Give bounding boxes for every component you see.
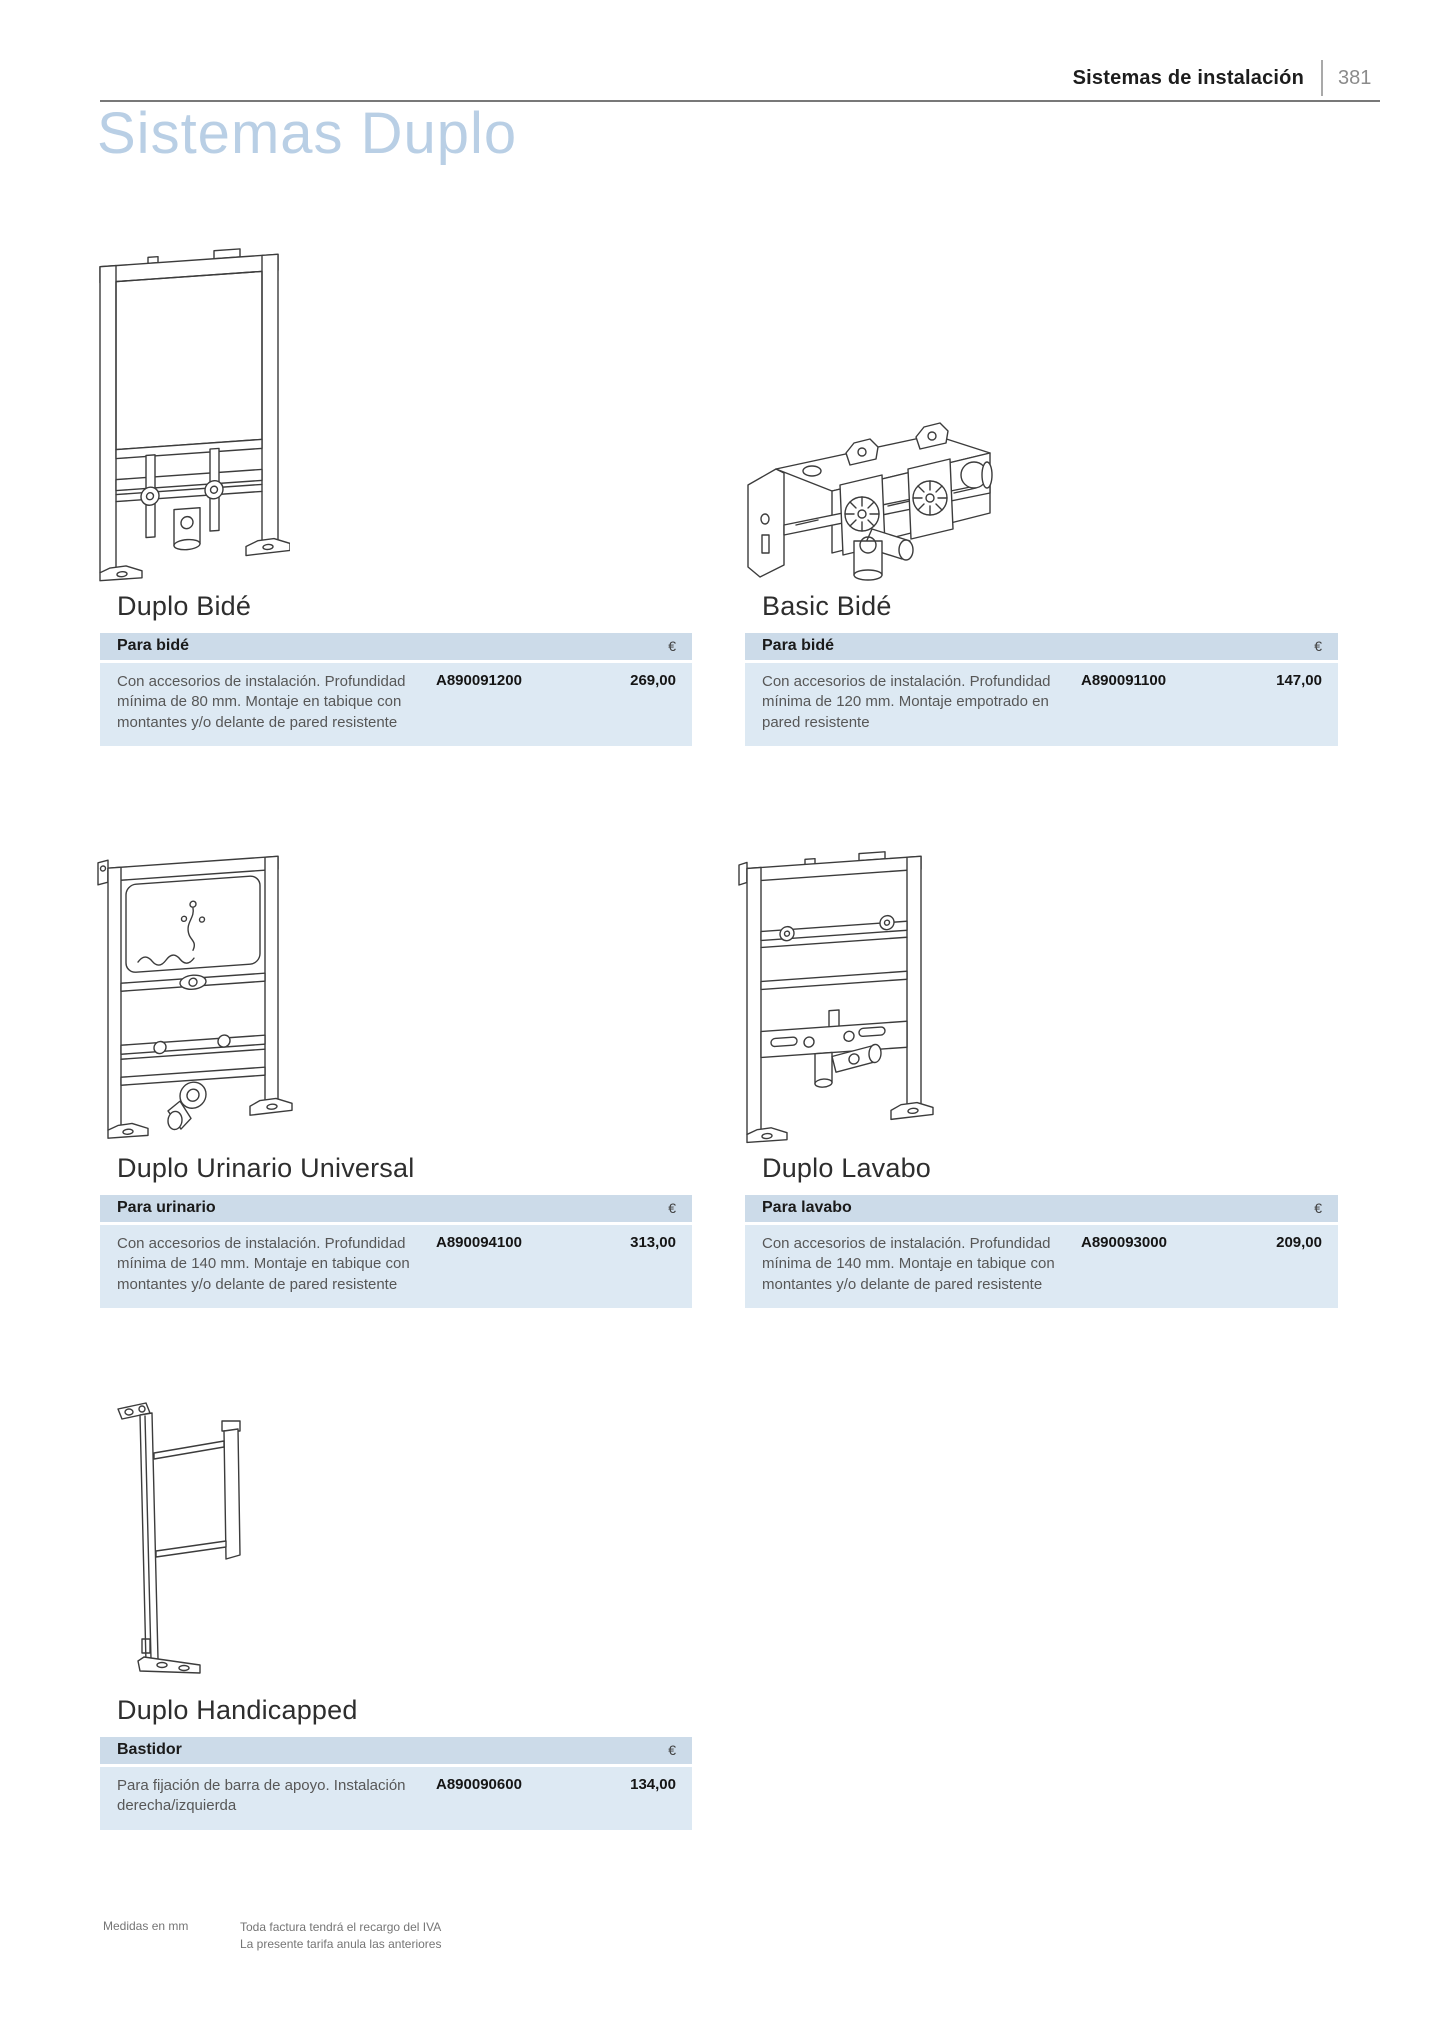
duplo-handicapped-drawing xyxy=(84,1389,260,1689)
product-price: 209,00 xyxy=(1276,1234,1322,1251)
currency-symbol: € xyxy=(1314,1200,1322,1216)
product-name: Duplo Urinario Universal xyxy=(117,1153,415,1183)
basic-bide-drawing xyxy=(738,419,1004,585)
spec-label: Para lavabo xyxy=(762,1199,852,1216)
bracket-drawing-icon xyxy=(738,419,1004,585)
frame-drawing-icon xyxy=(94,843,310,1143)
spec-header-row xyxy=(100,633,692,663)
footnote-legal-line2: La presente tarifa anula las anteriores xyxy=(240,1937,442,1952)
product-price: 313,00 xyxy=(630,1234,676,1251)
frame-drawing-icon xyxy=(84,1389,260,1689)
header-divider xyxy=(1321,60,1323,96)
footnote-legal xyxy=(240,1919,441,1954)
spec-header-row xyxy=(100,1737,692,1767)
currency-symbol: € xyxy=(668,638,676,654)
currency-symbol: € xyxy=(668,1200,676,1216)
spec-header-row xyxy=(745,1195,1338,1225)
spec-body-row xyxy=(745,663,1338,746)
spec-label: Bastidor xyxy=(117,1741,182,1758)
duplo-lavabo-drawing xyxy=(735,843,941,1145)
frame-drawing-icon xyxy=(94,235,290,583)
spec-label: Para urinario xyxy=(117,1199,216,1216)
product-name: Basic Bidé xyxy=(762,591,892,621)
product-price: 269,00 xyxy=(630,672,676,689)
spec-body-row xyxy=(745,1225,1338,1308)
page-header xyxy=(100,58,1380,98)
spec-table xyxy=(745,1195,1338,1308)
product-name: Duplo Handicapped xyxy=(117,1695,358,1725)
section-title: Sistemas de instalación xyxy=(1072,66,1304,89)
product-description: Con accesorios de instalación. Profundidad mínima de 140 mm. Montaje en tabique con montantes y/o delante de pared resistente xyxy=(117,1235,410,1293)
product-name: Duplo Bidé xyxy=(117,591,252,621)
product-description: Con accesorios de instalación. Profundidad mínima de 140 mm. Montaje en tabique con montantes y/o delante de pared resistente xyxy=(762,1235,1055,1293)
currency-symbol: € xyxy=(1314,638,1322,654)
spec-body-row xyxy=(100,1225,692,1308)
spec-label: Para bidé xyxy=(762,637,835,654)
page-number: 381 xyxy=(1338,66,1372,89)
product-reference: A890091200 xyxy=(436,672,522,689)
product-card-basic-bide xyxy=(745,591,1338,746)
spec-table xyxy=(745,633,1338,746)
product-price: 134,00 xyxy=(630,1776,676,1793)
spec-header-row xyxy=(745,633,1338,663)
duplo-urinario-drawing xyxy=(94,843,310,1143)
frame-drawing-icon xyxy=(735,843,941,1145)
spec-table xyxy=(100,633,692,746)
spec-body-row xyxy=(100,663,692,746)
product-description: Con accesorios de instalación. Profundidad mínima de 80 mm. Montaje en tabique con montantes y/o delante de pared resistente xyxy=(117,673,406,731)
spec-body-row xyxy=(100,1767,692,1830)
spec-header-row xyxy=(100,1195,692,1225)
product-description: Con accesorios de instalación. Profundidad mínima de 120 mm. Montaje empotrado en pared resistente xyxy=(762,673,1051,731)
product-description: Para fijación de barra de apoyo. Instalación derecha/izquierda xyxy=(117,1777,406,1815)
page-title: Sistemas Duplo xyxy=(97,101,518,166)
product-price: 147,00 xyxy=(1276,672,1322,689)
product-card-duplo-bide xyxy=(100,591,692,746)
product-reference: A890094100 xyxy=(436,1234,522,1251)
duplo-bide-drawing xyxy=(94,235,290,583)
spec-table xyxy=(100,1737,692,1830)
product-card-duplo-handicapped xyxy=(100,1695,692,1830)
footnote-measures: Medidas en mm xyxy=(103,1919,189,1933)
product-reference: A890091100 xyxy=(1081,672,1167,689)
spec-label: Para bidé xyxy=(117,637,190,654)
spec-table xyxy=(100,1195,692,1308)
product-card-duplo-lavabo xyxy=(745,1153,1338,1308)
product-reference: A890090600 xyxy=(436,1776,522,1793)
product-name: Duplo Lavabo xyxy=(762,1153,932,1183)
product-reference: A890093000 xyxy=(1081,1234,1167,1251)
product-card-duplo-urinario xyxy=(100,1153,692,1308)
footnote-legal-line1: Toda factura tendrá el recargo del IVA xyxy=(240,1920,442,1934)
currency-symbol: € xyxy=(668,1742,676,1758)
